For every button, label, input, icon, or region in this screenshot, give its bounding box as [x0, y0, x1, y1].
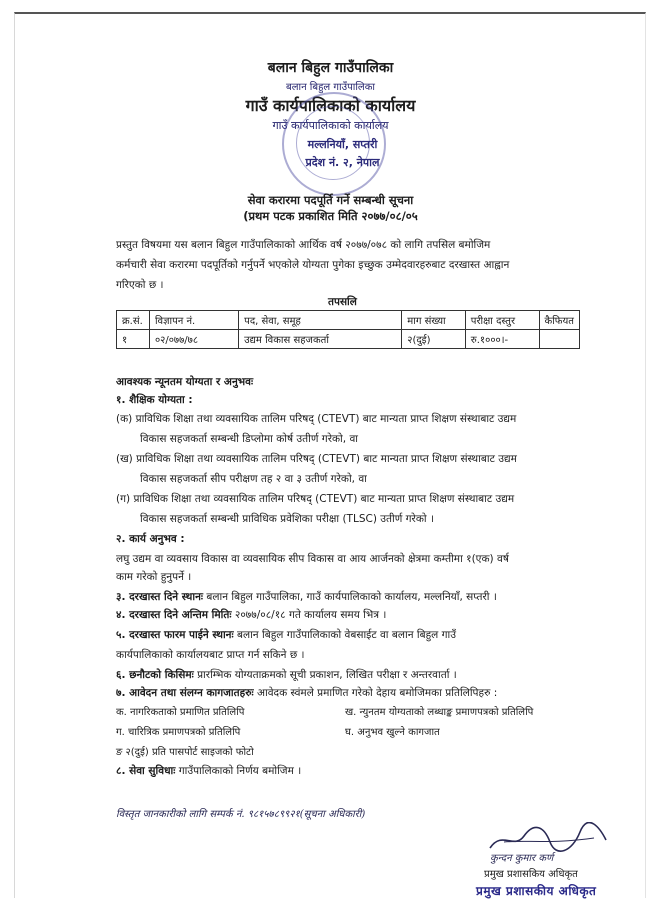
cell-post: उद्यम विकास सहजकर्ता: [239, 330, 402, 349]
doc-kha: ख. न्युनतम योग्यताको लब्धाङ्क प्रमाणपत्रको प्रतिलिपि: [345, 707, 534, 718]
edu-b-line-1: (ख) प्राविधिक शिक्षा तथा व्यवसायिक तालिम परिषद् (CTEVT) बाट मान्यता प्राप्त शिक्षण संस्थाबाट उद्यम: [116, 453, 517, 465]
signatory-title: प्रमुख प्रशासकिय अधिकृत: [484, 869, 578, 880]
edu-b-line-2: विकास सहजकर्ता सीप परीक्षण तह २ वा ३ उतीर्ण गरेको, वा: [140, 473, 367, 485]
intro-line-2: कर्मचारी सेवा करारमा पदपूर्तिको गर्नुपर्ने भएकोले योग्यता पुगेका इच्छुक उम्मेदवारहरुबाट दरखास्त आह्वान: [116, 259, 510, 271]
cell-sn: १: [117, 330, 150, 349]
office-stamp: गाउँ कार्यपालिकाको कार्यालय: [272, 119, 389, 132]
cell-remarks: [539, 330, 579, 349]
table-caption: तपसलि: [328, 296, 357, 308]
doc-nga: ङ २(दुई) प्रति पासपोर्ट साइजको फोटो: [116, 747, 254, 758]
documents: [116, 686, 497, 700]
requirements-heading: आवश्यक न्यूनतम योग्यता र अनुभवः: [116, 376, 254, 388]
col-sn: क्र.सं.: [117, 311, 150, 330]
selection-label: ६. छनौटको किसिमः: [116, 669, 194, 681]
deadline-label: ४. दरखास्त दिने अन्तिम मितिः: [116, 609, 232, 621]
docs-label: ७. आवेदन तथा संलग्न कागजातहरुः: [116, 687, 254, 699]
form-place: [116, 628, 456, 642]
col-fee: परीक्षा दस्तुर: [465, 311, 539, 330]
notice-subtitle: (प्रथम पटक प्रकाशित मिति २०७७/०८/०५: [243, 209, 418, 223]
notice-title: सेवा करारमा पदपूर्ति गर्ने सम्बन्धी सूचना: [247, 193, 414, 207]
col-post: पद, सेवा, समूह: [239, 311, 402, 330]
table-header-row: [117, 311, 580, 330]
official-stamp: प्रमुख प्रशासकीय अधिकृत: [476, 884, 597, 898]
contact-info: विस्तृत जानकारीको लागि सम्पर्क नं. ९८१५७८९९२१(सूचना अधिकारी): [116, 809, 366, 820]
form-value: बलान बिहुल गाउँपालिकाको वेबसाईट वा बलान बिहुल गाउँ: [233, 629, 456, 641]
cell-ad-no: ०२/०७७/७८: [149, 330, 238, 349]
intro-line-1: प्रस्तुत विषयमा यस बलान बिहुल गाउँपालिकाको आर्थिक वर्ष २०७७/०७८ को लागि तपसिल बमोजिम: [116, 239, 491, 251]
municipality-name: बलान बिहुल गाउँपालिका: [267, 60, 394, 76]
place-value: बलान बिहुल गाउँपालिका, गाउँ कार्यपालिकाको कार्यालय, मल्लनियाँ, सप्तरी ।: [203, 591, 497, 603]
service-facility: [116, 764, 301, 778]
vacancy-table: [116, 310, 580, 349]
experience-heading: २. कार्य अनुभव :: [116, 533, 185, 545]
address-line-1: मल्लनियाँ, सप्तरी: [307, 138, 378, 151]
application-deadline: [116, 608, 386, 622]
edu-c-line-2: विकास सहजकर्ता सम्बन्धी प्राविधिक प्रवेशिका परीक्षा (TLSC) उतीर्ण गरेको ।: [140, 513, 434, 525]
address-line-2: प्रदेश नं. २, नेपाल: [305, 156, 380, 169]
table-row: [117, 330, 580, 349]
cell-demand: २(दुई): [402, 330, 466, 349]
deadline-value: २०७७/०८/१८ गते कार्यालय समय भित्र ।: [231, 609, 387, 621]
facility-label: ८. सेवा सुविधाः: [116, 765, 176, 777]
docs-value: आवेदक स्वंमले प्रमाणित गरेको देहाय बमोजिमका प्रतिलिपिहरु :: [253, 687, 498, 699]
cell-fee: रु.१०००।-: [465, 330, 539, 349]
form-place-line-2: कार्यपालिकाको कार्यालयबाट प्राप्त गर्न सकिने छ ।: [116, 649, 305, 661]
education-heading: १. शैक्षिक योग्यता :: [116, 394, 193, 406]
doc-gha: घ. अनुभव खुल्ने कागजात: [345, 727, 440, 738]
selection-method: [116, 668, 457, 682]
col-ad-no: विज्ञापन नं.: [149, 311, 238, 330]
application-place: [116, 590, 497, 604]
experience-line-1: लघु उद्यम वा व्यवसाय विकास वा व्यवसायिक सीप विकास वा आय आर्जनको क्षेत्रमा कम्तीमा १(एक) वर्ष: [116, 553, 509, 565]
experience-line-2: काम गरेको हुनुपर्ने ।: [116, 571, 192, 583]
col-remarks: कैफियत: [539, 311, 579, 330]
edu-a-line-1: (क) प्राविधिक शिक्षा तथा व्यवसायिक तालिम परिषद् (CTEVT) बाट मान्यता प्राप्त शिक्षण संस्थाबाट उद्यम: [116, 413, 517, 425]
office-name: गाउँ कार्यपालिकाको कार्यालय: [245, 96, 416, 115]
doc-ga: ग. चारित्रिक प्रमाणपत्रको प्रतिलिपि: [116, 727, 241, 738]
form-label: ५. दरखास्त फारम पाईने स्थानः: [116, 629, 234, 641]
selection-value: प्रारम्भिक योग्यताक्रमको सूची प्रकाशन, लिखित परीक्षा र अन्तरवार्ता ।: [193, 669, 457, 681]
municipality-stamp: बलान बिहुल गाउँपालिका: [286, 82, 375, 93]
edu-c-line-1: (ग) प्राविधिक शिक्षा तथा व्यवसायिक तालिम परिषद् (CTEVT) बाट मान्यता प्राप्त शिक्षण संस्थाबाट उद्यम: [116, 493, 515, 505]
signatory-name: कुन्दन कुमार कर्ण: [490, 853, 554, 864]
place-label: ३. दरखास्त दिने स्थानः: [116, 591, 204, 603]
doc-ka: क. नागरिकताको प्रमाणित प्रतिलिपि: [116, 707, 245, 718]
facility-value: गाउँपालिकाको निर्णय बमोजिम ।: [175, 765, 302, 777]
edu-a-line-2: विकास सहजकर्ता सम्बन्धी डिप्लोमा कोर्ष उतीर्ण गरेको, वा: [140, 433, 359, 445]
intro-line-3: गरिएको छ ।: [116, 279, 164, 291]
col-demand: माग संख्या: [402, 311, 466, 330]
